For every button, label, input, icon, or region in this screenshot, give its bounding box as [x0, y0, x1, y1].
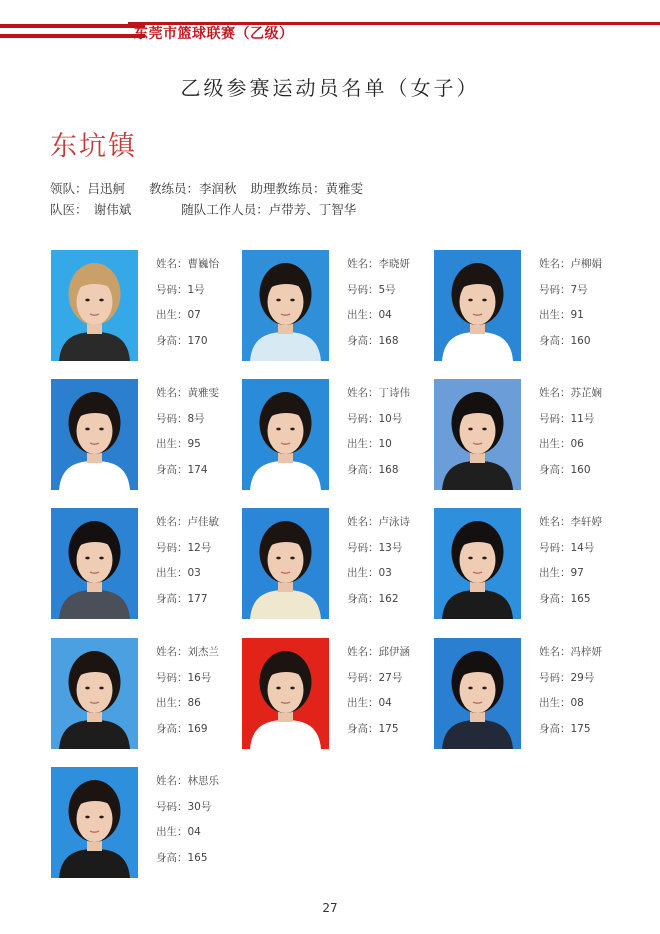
- field-label: 号码：: [347, 541, 379, 554]
- player-number-line: [539, 666, 602, 692]
- player-info: [539, 381, 602, 483]
- field-label: 出生：: [539, 309, 571, 321]
- player-birth: 03: [378, 567, 392, 579]
- player-number-line: [347, 666, 410, 692]
- player-number: 13号: [378, 541, 403, 554]
- field-label: 身高：: [156, 851, 188, 864]
- player-height: 165: [187, 851, 208, 864]
- field-label: 身高：: [347, 722, 379, 735]
- field-label: 出生：: [156, 697, 188, 709]
- player-name-line: [156, 252, 219, 278]
- player-photo: [242, 638, 329, 749]
- header-bar: [0, 22, 660, 44]
- player-info: [347, 381, 410, 483]
- player-card: [434, 508, 624, 620]
- player-birth: 97: [570, 567, 584, 579]
- player-height-line: [156, 329, 219, 355]
- player-birth-line: [347, 432, 410, 458]
- player-info: [347, 252, 410, 354]
- player-birth-line: [156, 820, 219, 846]
- player-card: [242, 379, 432, 491]
- player-number-line: [156, 536, 219, 562]
- player-number: 11号: [570, 412, 595, 425]
- player-height-line: [347, 717, 410, 743]
- field-label: 姓名：: [347, 258, 379, 270]
- player-birth: 04: [187, 826, 201, 838]
- league-title: 东莞市篮球联赛（乙级）: [134, 26, 294, 42]
- player-birth-line: [347, 303, 410, 329]
- player-height: 165: [570, 592, 591, 605]
- player-height-line: [156, 846, 219, 872]
- player-birth-line: [347, 561, 410, 587]
- field-label: 身高：: [347, 463, 379, 476]
- player-name: 刘杰兰: [187, 646, 219, 658]
- player-height: 170: [187, 334, 208, 347]
- player-number: 5号: [378, 283, 396, 296]
- field-label: 姓名：: [347, 387, 379, 399]
- player-name: 苏芷娴: [570, 387, 602, 399]
- player-name: 邱伊涵: [378, 646, 410, 658]
- player-photo: [51, 379, 138, 490]
- player-name-line: [156, 640, 219, 666]
- page-number: 27: [322, 901, 338, 915]
- player-info: [539, 510, 602, 612]
- team-leader: 领队：吕迅舸: [50, 181, 126, 196]
- player-birth: 04: [378, 309, 392, 321]
- player-birth: 91: [570, 309, 584, 321]
- player-height-line: [347, 329, 410, 355]
- field-label: 出生：: [539, 567, 571, 579]
- player-number: 10号: [378, 412, 403, 425]
- player-name: 丁诗伟: [378, 387, 410, 399]
- player-card: [51, 638, 241, 750]
- field-label: 姓名：: [156, 387, 188, 399]
- field-label: 姓名：: [539, 387, 571, 399]
- player-number-line: [539, 536, 602, 562]
- field-label: 出生：: [347, 697, 379, 709]
- player-number-line: [539, 407, 602, 433]
- field-label: 姓名：: [347, 516, 379, 528]
- field-label: 身高：: [539, 592, 571, 605]
- player-photo: [242, 250, 329, 361]
- player-number: 27号: [378, 671, 403, 684]
- field-label: 姓名：: [539, 258, 571, 270]
- player-number: 14号: [570, 541, 595, 554]
- player-card: [434, 379, 624, 491]
- player-height: 177: [187, 592, 208, 605]
- field-label: 出生：: [156, 826, 188, 838]
- player-height: 175: [378, 722, 399, 735]
- field-label: 出生：: [156, 567, 188, 579]
- team-doctor: 队医： 谢伟斌: [50, 202, 132, 217]
- player-height-line: [539, 329, 602, 355]
- field-label: 号码：: [539, 671, 571, 684]
- player-number: 8号: [187, 412, 205, 425]
- player-card: [242, 250, 432, 362]
- field-label: 出生：: [347, 567, 379, 579]
- player-number: 30号: [187, 800, 212, 813]
- player-photo: [242, 508, 329, 619]
- player-height: 168: [378, 463, 399, 476]
- field-label: 姓名：: [156, 646, 188, 658]
- player-card: [51, 379, 241, 491]
- player-info: [156, 381, 219, 483]
- field-label: 号码：: [539, 412, 571, 425]
- player-photo: [434, 638, 521, 749]
- player-height: 160: [570, 334, 591, 347]
- player-number: 29号: [570, 671, 595, 684]
- player-birth: 10: [378, 438, 392, 450]
- field-label: 号码：: [539, 283, 571, 296]
- player-number-line: [539, 278, 602, 304]
- player-card: [51, 508, 241, 620]
- player-info: [156, 640, 219, 742]
- player-birth-line: [539, 691, 602, 717]
- player-height-line: [347, 587, 410, 613]
- header-stripe: [0, 34, 145, 38]
- player-name: 黄雅雯: [187, 387, 219, 399]
- field-label: 身高：: [156, 463, 188, 476]
- player-number-line: [347, 278, 410, 304]
- field-label: 身高：: [539, 722, 571, 735]
- player-birth-line: [156, 561, 219, 587]
- field-label: 出生：: [156, 438, 188, 450]
- field-label: 身高：: [347, 592, 379, 605]
- player-name: 李晓妍: [378, 258, 410, 270]
- player-height-line: [156, 717, 219, 743]
- player-card: [434, 638, 624, 750]
- player-birth-line: [539, 561, 602, 587]
- player-height-line: [347, 458, 410, 484]
- player-info: [347, 510, 410, 612]
- field-label: 号码：: [156, 412, 188, 425]
- player-card: [242, 508, 432, 620]
- field-label: 号码：: [347, 283, 379, 296]
- player-name-line: [156, 381, 219, 407]
- player-name-line: [539, 510, 602, 536]
- field-label: 出生：: [156, 309, 188, 321]
- player-name-line: [347, 640, 410, 666]
- player-height-line: [539, 717, 602, 743]
- player-birth: 95: [187, 438, 201, 450]
- document-title: 乙级参赛运动员名单（女子）: [180, 76, 480, 100]
- player-name: 卢泳诗: [378, 516, 410, 528]
- field-label: 身高：: [156, 722, 188, 735]
- player-number: 16号: [187, 671, 212, 684]
- player-birth: 86: [187, 697, 201, 709]
- player-number-line: [156, 407, 219, 433]
- player-birth: 06: [570, 438, 584, 450]
- player-number-line: [347, 536, 410, 562]
- player-number: 12号: [187, 541, 212, 554]
- player-number-line: [156, 666, 219, 692]
- player-name-line: [156, 769, 219, 795]
- player-birth: 03: [187, 567, 201, 579]
- player-height: 174: [187, 463, 208, 476]
- field-label: 身高：: [347, 334, 379, 347]
- player-name: 李轩婷: [570, 516, 602, 528]
- player-name: 冯梓妍: [570, 646, 602, 658]
- player-name-line: [347, 510, 410, 536]
- player-birth: 07: [187, 309, 201, 321]
- player-card: [434, 250, 624, 362]
- player-height: 162: [378, 592, 399, 605]
- player-birth-line: [539, 303, 602, 329]
- player-name-line: [156, 510, 219, 536]
- player-info: [539, 252, 602, 354]
- player-photo: [51, 250, 138, 361]
- player-name-line: [539, 640, 602, 666]
- player-photo: [434, 508, 521, 619]
- player-card: [51, 250, 241, 362]
- field-label: 号码：: [539, 541, 571, 554]
- assistant-coach: 助理教练员：黄雅雯: [250, 181, 364, 196]
- field-label: 出生：: [347, 309, 379, 321]
- staff-row-1: [50, 179, 363, 197]
- field-label: 姓名：: [156, 258, 188, 270]
- field-label: 姓名：: [539, 516, 571, 528]
- player-number: 1号: [187, 283, 205, 296]
- player-name-line: [539, 381, 602, 407]
- player-info: [156, 769, 219, 871]
- player-name-line: [539, 252, 602, 278]
- player-height-line: [156, 458, 219, 484]
- player-birth-line: [156, 303, 219, 329]
- player-birth: 08: [570, 697, 584, 709]
- field-label: 号码：: [156, 800, 188, 813]
- field-label: 身高：: [156, 334, 188, 347]
- player-number-line: [347, 407, 410, 433]
- player-height: 175: [570, 722, 591, 735]
- player-birth-line: [347, 691, 410, 717]
- team-name: 东坑镇: [50, 131, 137, 162]
- player-info: [539, 640, 602, 742]
- player-height-line: [539, 587, 602, 613]
- field-label: 姓名：: [539, 646, 571, 658]
- field-label: 出生：: [539, 697, 571, 709]
- player-height: 169: [187, 722, 208, 735]
- player-card: [51, 767, 241, 879]
- coach: 教练员：李润秋: [149, 181, 237, 196]
- player-name: 卢佳敏: [187, 516, 219, 528]
- player-height-line: [156, 587, 219, 613]
- field-label: 号码：: [156, 283, 188, 296]
- player-photo: [51, 508, 138, 619]
- field-label: 姓名：: [156, 516, 188, 528]
- field-label: 身高：: [539, 334, 571, 347]
- player-number: 7号: [570, 283, 588, 296]
- team-workers: 随队工作人员：卢带芳、丁智华: [181, 202, 357, 217]
- player-name-line: [347, 252, 410, 278]
- header-stripe: [0, 24, 145, 28]
- player-height: 160: [570, 463, 591, 476]
- player-info: [156, 510, 219, 612]
- field-label: 号码：: [347, 412, 379, 425]
- player-name: 林思乐: [187, 775, 219, 787]
- player-number-line: [156, 795, 219, 821]
- player-name: 卢柳娟: [570, 258, 602, 270]
- player-info: [347, 640, 410, 742]
- field-label: 出生：: [347, 438, 379, 450]
- player-birth: 04: [378, 697, 392, 709]
- player-name: 曹巍怡: [187, 258, 219, 270]
- player-photo: [242, 379, 329, 490]
- player-birth-line: [156, 691, 219, 717]
- player-photo: [434, 250, 521, 361]
- player-card: [242, 638, 432, 750]
- field-label: 号码：: [156, 671, 188, 684]
- player-photo: [434, 379, 521, 490]
- player-birth-line: [539, 432, 602, 458]
- field-label: 姓名：: [156, 775, 188, 787]
- player-number-line: [156, 278, 219, 304]
- field-label: 身高：: [156, 592, 188, 605]
- player-photo: [51, 638, 138, 749]
- player-height-line: [539, 458, 602, 484]
- field-label: 出生：: [539, 438, 571, 450]
- field-label: 姓名：: [347, 646, 379, 658]
- staff-row-2: [50, 200, 356, 218]
- field-label: 身高：: [539, 463, 571, 476]
- field-label: 号码：: [347, 671, 379, 684]
- player-photo: [51, 767, 138, 878]
- player-info: [156, 252, 219, 354]
- field-label: 号码：: [156, 541, 188, 554]
- player-birth-line: [156, 432, 219, 458]
- player-height: 168: [378, 334, 399, 347]
- player-name-line: [347, 381, 410, 407]
